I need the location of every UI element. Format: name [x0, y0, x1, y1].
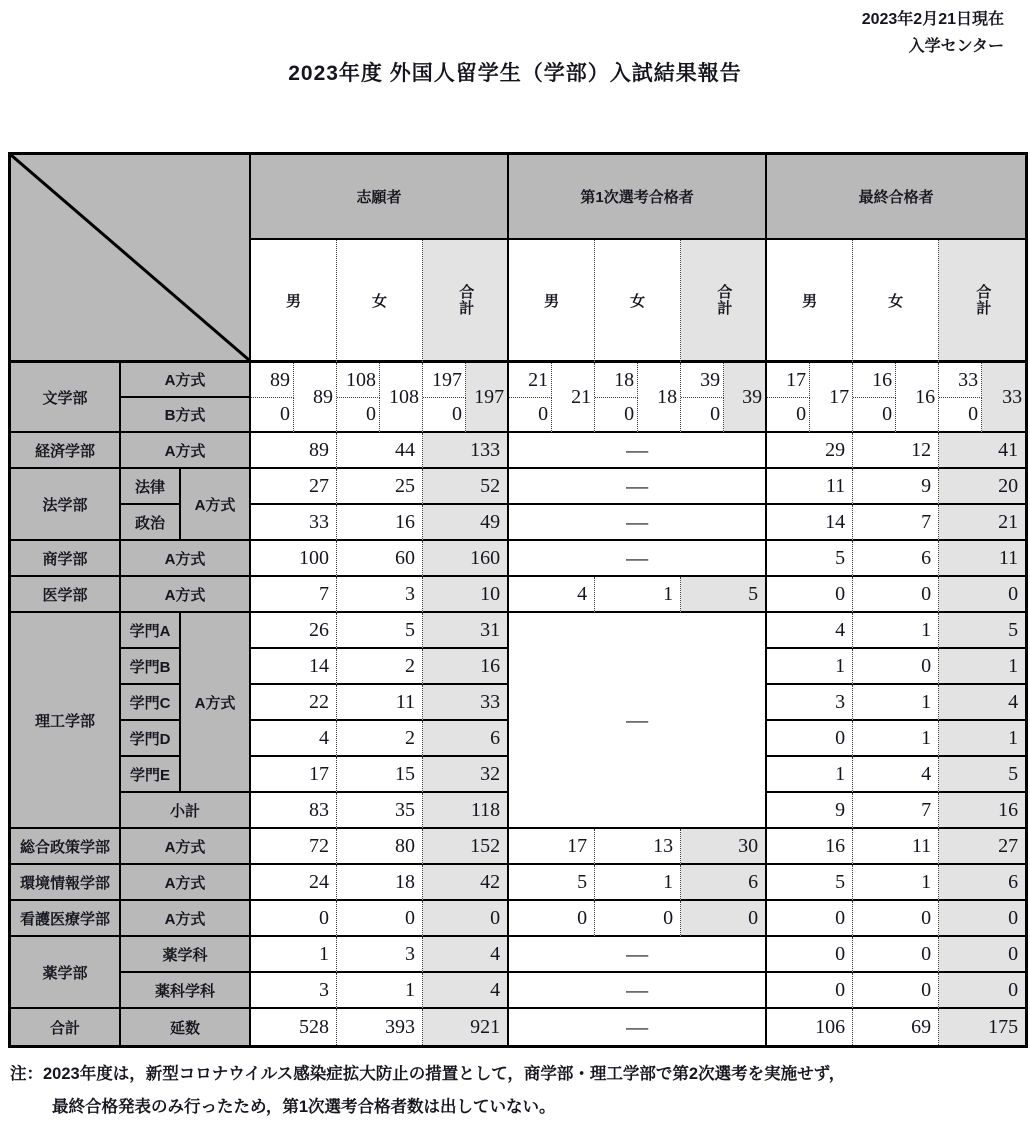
table-row	[11, 155, 1025, 240]
value-cell: 0	[251, 901, 337, 937]
table-row	[11, 577, 1025, 613]
value-cell: 0	[337, 398, 380, 433]
table-row	[11, 613, 1025, 649]
total-cell: 0	[939, 973, 1025, 1009]
faculty-label: 環境情報学部	[11, 865, 121, 901]
value-cell: 0	[509, 901, 595, 937]
dash-cell: —	[509, 469, 767, 505]
faculty-label: 看護医療学部	[11, 901, 121, 937]
value-cell: 39	[681, 363, 724, 398]
value-cell: 0	[853, 577, 939, 613]
method-label: 延数	[121, 1009, 251, 1045]
faculty-label: 文学部	[11, 363, 121, 433]
method-label: A方式	[121, 433, 251, 469]
value-cell: 72	[251, 829, 337, 865]
method-label: A方式	[121, 363, 251, 398]
value-cell: 0	[853, 973, 939, 1009]
total-cell: 4	[423, 937, 509, 973]
table-row	[11, 433, 1025, 469]
value-cell: 1	[767, 649, 853, 685]
total-cell: 4	[423, 973, 509, 1009]
value-cell: 0	[767, 973, 853, 1009]
table-row	[11, 1009, 1025, 1045]
date-block	[862, 6, 1004, 60]
total-cell: 133	[423, 433, 509, 469]
method-label: A方式	[121, 901, 251, 937]
value-cell: 33	[939, 363, 982, 398]
value-cell: 80	[337, 829, 423, 865]
value-cell: 1	[595, 577, 681, 613]
dash-cell: —	[509, 505, 767, 541]
value-cell: 1	[251, 937, 337, 973]
value-cell: 17	[767, 363, 810, 398]
value-cell: 528	[251, 1009, 337, 1045]
total-cell: 30	[681, 829, 767, 865]
footnote	[10, 1058, 1022, 1124]
value-cell: 17	[509, 829, 595, 865]
group-header-applicants: 志願者	[251, 155, 509, 240]
value-cell: 106	[767, 1009, 853, 1045]
dash-cell: —	[509, 433, 767, 469]
value-cell: 0	[767, 398, 810, 433]
method-label: A方式	[121, 541, 251, 577]
value-cell: 89	[251, 363, 294, 398]
value-cell: 11	[853, 829, 939, 865]
value-cell: 1	[337, 973, 423, 1009]
value-cell: 4	[251, 721, 337, 757]
value-cell: 69	[853, 1009, 939, 1045]
total-cell: 5	[939, 757, 1025, 793]
value-cell: 35	[337, 793, 423, 829]
dash-cell: —	[509, 937, 767, 973]
value-cell: 0	[939, 398, 982, 433]
results-table	[8, 152, 1028, 1048]
total-cell: 0	[939, 937, 1025, 973]
total-cell: 16	[423, 649, 509, 685]
value-cell: 14	[767, 505, 853, 541]
total-cell: 32	[423, 757, 509, 793]
dept-label: 学門C	[121, 685, 181, 721]
value-cell: 18	[595, 363, 638, 398]
footnote-line-2: 最終合格発表のみ行ったため，第1次選考合格者数は出していない。	[52, 1098, 556, 1116]
value-cell: 5	[767, 541, 853, 577]
value-cell: 0	[767, 901, 853, 937]
value-cell: 0	[853, 649, 939, 685]
value-cell: 1	[853, 865, 939, 901]
dash-cell: —	[509, 613, 767, 829]
value-cell: 17	[810, 363, 853, 433]
total-cell: 5	[681, 577, 767, 613]
value-cell: 197	[423, 363, 466, 398]
total-cell: 1	[939, 649, 1025, 685]
value-cell: 393	[337, 1009, 423, 1045]
faculty-label: 法学部	[11, 469, 121, 541]
value-cell: 4	[853, 757, 939, 793]
col-header-male: 男	[251, 240, 337, 363]
value-cell: 0	[767, 721, 853, 757]
value-cell: 33	[251, 505, 337, 541]
method-label: A方式	[181, 613, 251, 793]
value-cell: 0	[423, 398, 466, 433]
total-cell: 49	[423, 505, 509, 541]
value-cell: 12	[853, 433, 939, 469]
dash-cell: —	[509, 541, 767, 577]
total-cell: 33	[982, 363, 1025, 433]
table-row	[11, 505, 1025, 541]
value-cell: 21	[552, 363, 595, 433]
table-row	[11, 541, 1025, 577]
faculty-label: 経済学部	[11, 433, 121, 469]
value-cell: 0	[681, 398, 724, 433]
col-header-female: 女	[595, 240, 681, 363]
value-cell: 0	[595, 901, 681, 937]
value-cell: 27	[251, 469, 337, 505]
value-cell: 15	[337, 757, 423, 793]
value-cell: 14	[251, 649, 337, 685]
total-cell: 6	[939, 865, 1025, 901]
col-header-total	[423, 240, 509, 363]
value-cell: 3	[337, 577, 423, 613]
total-cell: 197	[466, 363, 509, 433]
corner-cell	[11, 155, 251, 363]
total-cell: 0	[681, 901, 767, 937]
group-header-first-pass: 第1次選考合格者	[509, 155, 767, 240]
faculty-label: 薬学部	[11, 937, 121, 1009]
value-cell: 60	[337, 541, 423, 577]
dept-label: 薬科学科	[121, 973, 251, 1009]
faculty-label: 医学部	[11, 577, 121, 613]
vertical-total-label: 合計	[457, 284, 475, 316]
value-cell: 108	[337, 363, 380, 398]
total-cell: 31	[423, 613, 509, 649]
value-cell: 24	[251, 865, 337, 901]
value-cell: 0	[595, 398, 638, 433]
value-cell: 5	[767, 865, 853, 901]
value-cell: 9	[853, 469, 939, 505]
value-cell: 3	[337, 937, 423, 973]
value-cell: 26	[251, 613, 337, 649]
dept-label: 学門B	[121, 649, 181, 685]
value-cell: 16	[853, 363, 896, 398]
col-header-female: 女	[853, 240, 939, 363]
value-cell: 83	[251, 793, 337, 829]
value-cell: 2	[337, 649, 423, 685]
value-cell: 22	[251, 685, 337, 721]
value-cell: 3	[251, 973, 337, 1009]
total-cell: 16	[939, 793, 1025, 829]
col-header-male: 男	[509, 240, 595, 363]
total-cell: 33	[423, 685, 509, 721]
value-cell: 1	[853, 685, 939, 721]
table-row	[11, 973, 1025, 1009]
dash-cell: —	[509, 1009, 767, 1045]
subtotal-label: 小計	[121, 793, 251, 829]
value-cell: 18	[638, 363, 681, 433]
value-cell: 89	[294, 363, 337, 433]
dept-label: 学門E	[121, 757, 181, 793]
value-cell: 108	[380, 363, 423, 433]
dept-label: 学門A	[121, 613, 181, 649]
dash-cell: —	[509, 973, 767, 1009]
table-row	[11, 901, 1025, 937]
vertical-total-label: 合計	[974, 284, 992, 316]
table-row	[11, 829, 1025, 865]
total-cell: 11	[939, 541, 1025, 577]
value-cell: 17	[251, 757, 337, 793]
page-title: 2023年度 外国人留学生（学部）入試結果報告	[288, 62, 742, 85]
table-row	[11, 865, 1025, 901]
value-cell: 29	[767, 433, 853, 469]
value-cell: 0	[509, 398, 552, 433]
total-cell: 152	[423, 829, 509, 865]
method-label: A方式	[181, 469, 251, 541]
value-cell: 4	[767, 613, 853, 649]
value-cell: 89	[251, 433, 337, 469]
value-cell: 5	[509, 865, 595, 901]
table-row	[11, 937, 1025, 973]
col-header-total	[681, 240, 767, 363]
total-cell: 42	[423, 865, 509, 901]
total-cell: 0	[423, 901, 509, 937]
value-cell: 18	[337, 865, 423, 901]
total-cell: 6	[681, 865, 767, 901]
value-cell: 3	[767, 685, 853, 721]
value-cell: 1	[853, 613, 939, 649]
total-cell: 10	[423, 577, 509, 613]
value-cell: 16	[337, 505, 423, 541]
value-cell: 16	[767, 829, 853, 865]
value-cell: 5	[337, 613, 423, 649]
value-cell: 1	[595, 865, 681, 901]
value-cell: 7	[853, 793, 939, 829]
total-cell: 52	[423, 469, 509, 505]
total-cell: 1	[939, 721, 1025, 757]
table-row	[11, 363, 1025, 398]
total-cell: 39	[724, 363, 767, 433]
total-cell: 921	[423, 1009, 509, 1045]
value-cell: 0	[251, 398, 294, 433]
value-cell: 25	[337, 469, 423, 505]
table-row	[11, 398, 1025, 433]
value-cell: 13	[595, 829, 681, 865]
dept-label: 法律	[121, 469, 181, 505]
total-cell: 118	[423, 793, 509, 829]
total-cell: 0	[939, 901, 1025, 937]
value-cell: 100	[251, 541, 337, 577]
dept-label: 政治	[121, 505, 181, 541]
table-row	[11, 469, 1025, 505]
group-header-final-pass: 最終合格者	[767, 155, 1025, 240]
vertical-total-label: 合計	[715, 284, 733, 316]
value-cell: 0	[337, 901, 423, 937]
faculty-label: 理工学部	[11, 613, 121, 829]
dept-label: 学門D	[121, 721, 181, 757]
total-cell: 21	[939, 505, 1025, 541]
total-cell: 0	[939, 577, 1025, 613]
total-cell: 160	[423, 541, 509, 577]
total-cell: 5	[939, 613, 1025, 649]
col-header-male: 男	[767, 240, 853, 363]
total-cell: 6	[423, 721, 509, 757]
value-cell: 6	[853, 541, 939, 577]
diagonal-line	[11, 155, 249, 360]
method-label: A方式	[121, 865, 251, 901]
value-cell: 21	[509, 363, 552, 398]
date-status: 2023年2月21日現在	[861, 11, 1004, 28]
col-header-female: 女	[337, 240, 423, 363]
value-cell: 1	[767, 757, 853, 793]
footnote-line-1: 注：2023年度は，新型コロナウイルス感染症拡大防止の措置として，商学部・理工学部で第2次選考を実施せず，	[10, 1065, 846, 1083]
org-name: 入学センター	[908, 38, 1004, 55]
value-cell: 0	[767, 577, 853, 613]
method-label: A方式	[121, 577, 251, 613]
total-cell: 20	[939, 469, 1025, 505]
value-cell: 9	[767, 793, 853, 829]
col-header-total	[939, 240, 1025, 363]
grand-total-label: 合計	[11, 1009, 121, 1045]
value-cell: 11	[337, 685, 423, 721]
value-cell: 7	[853, 505, 939, 541]
faculty-label: 総合政策学部	[11, 829, 121, 865]
method-label: B方式	[121, 398, 251, 433]
total-cell: 41	[939, 433, 1025, 469]
value-cell: 0	[853, 901, 939, 937]
value-cell: 7	[251, 577, 337, 613]
value-cell: 16	[896, 363, 939, 433]
value-cell: 1	[853, 721, 939, 757]
total-cell: 4	[939, 685, 1025, 721]
total-cell: 27	[939, 829, 1025, 865]
value-cell: 2	[337, 721, 423, 757]
dept-label: 薬学科	[121, 937, 251, 973]
faculty-label: 商学部	[11, 541, 121, 577]
value-cell: 4	[509, 577, 595, 613]
method-label: A方式	[121, 829, 251, 865]
total-cell: 175	[939, 1009, 1025, 1045]
value-cell: 11	[767, 469, 853, 505]
value-cell: 0	[853, 937, 939, 973]
value-cell: 0	[767, 937, 853, 973]
value-cell: 0	[853, 398, 896, 433]
value-cell: 44	[337, 433, 423, 469]
